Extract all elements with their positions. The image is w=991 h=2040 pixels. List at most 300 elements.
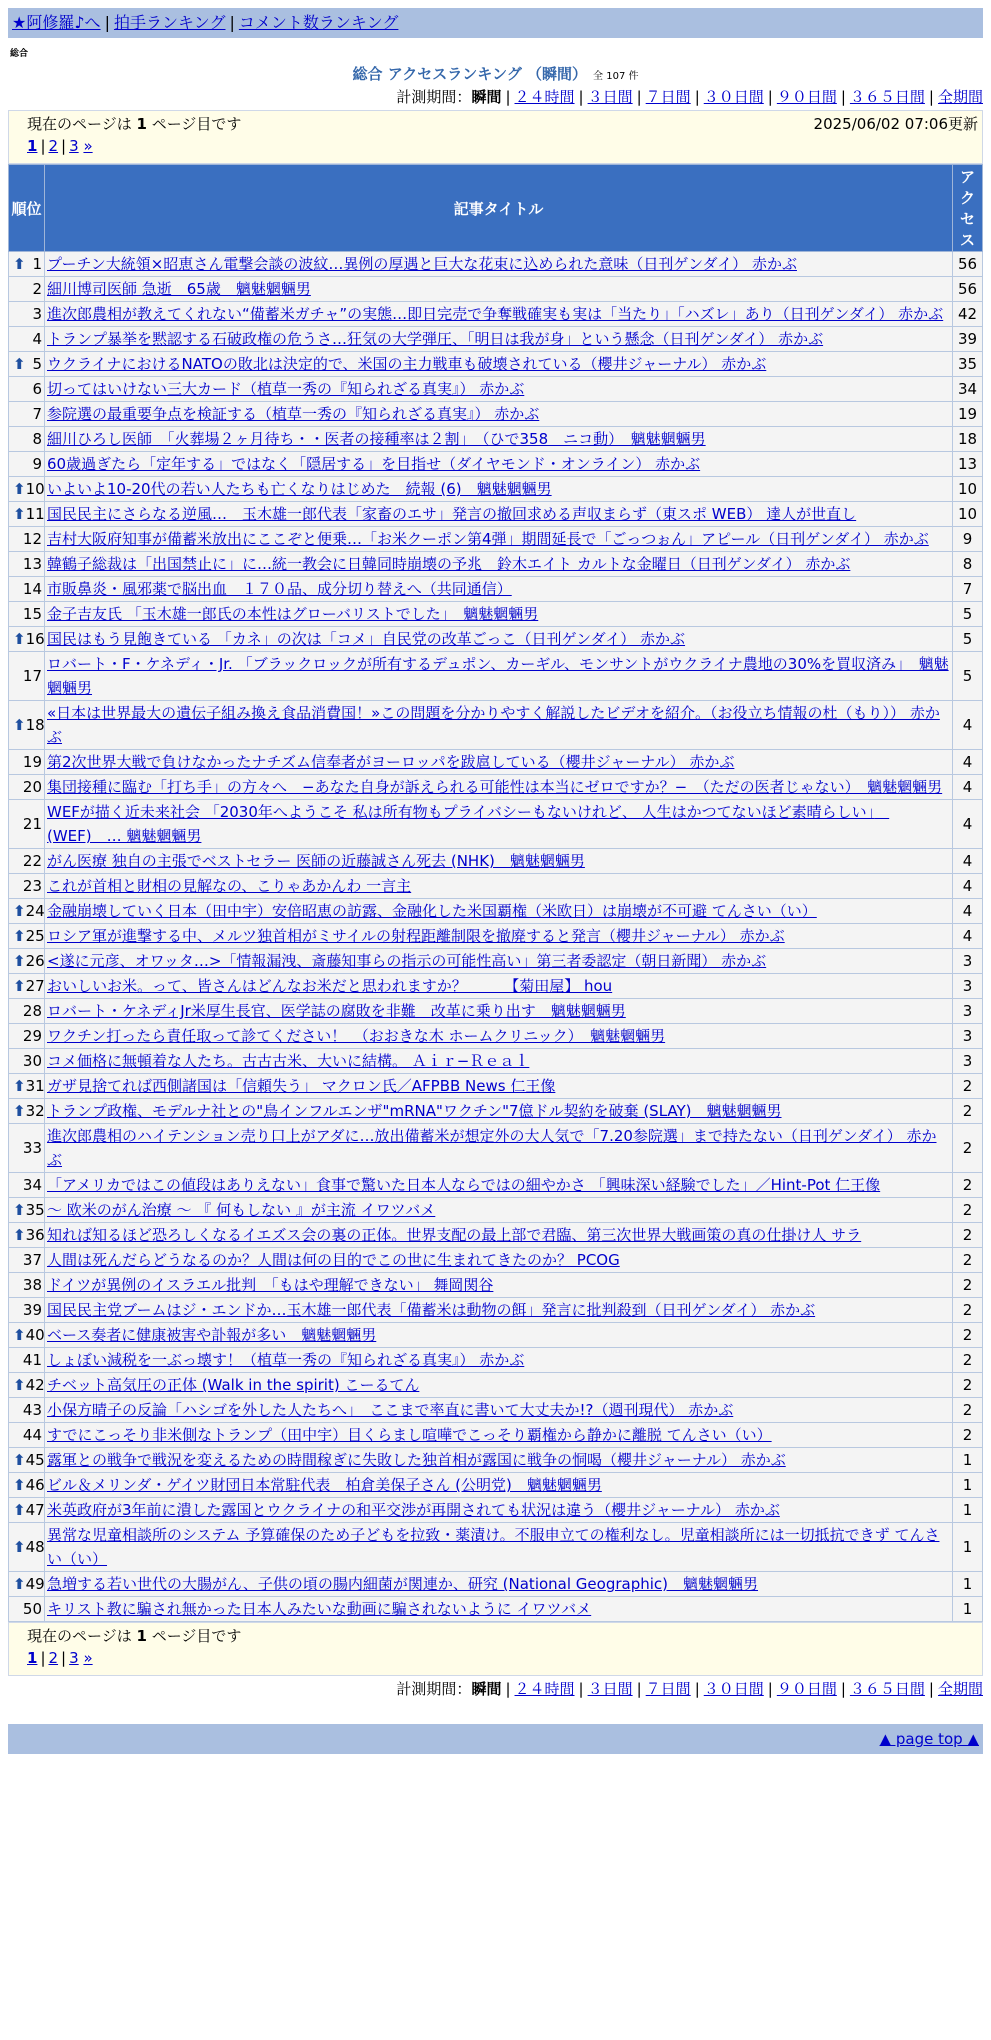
up-arrow-icon: ⬆ <box>13 1226 26 1244</box>
table-header-row <box>9 165 983 252</box>
pager-next[interactable]: » <box>83 137 93 155</box>
rank-number: 1 <box>32 255 42 273</box>
title-cell <box>45 1223 953 1248</box>
article-link[interactable]: 進次郎農相のハイテンション売り口上がアダに…放出備蓄米が想定外の大人気で「7.20参院選」まで持たない（日刊ゲンダイ） 赤かぶ <box>47 1127 937 1169</box>
rank-number: 18 <box>25 716 45 734</box>
rank-number: 30 <box>22 1052 42 1070</box>
access-count: 3 <box>953 974 983 999</box>
title-cell <box>45 1448 953 1473</box>
rank-number: 44 <box>22 1426 42 1444</box>
rank-number: 15 <box>22 605 42 623</box>
title-cell <box>45 999 953 1024</box>
up-arrow-icon: ⬆ <box>13 1201 26 1219</box>
article-link[interactable]: 市販鼻炎・風邪薬で脳出血 １７０品、成分切り替えへ（共同通信） <box>47 580 512 598</box>
up-arrow-icon: ⬆ <box>13 902 26 920</box>
rank-cell <box>9 1572 45 1597</box>
title-cell <box>45 974 953 999</box>
period-link[interactable]: ７日間 <box>645 88 691 106</box>
article-link[interactable]: 米英政府が3年前に潰した露国とウクライナの和平交渉が再開されても状況は違う（櫻井ジャーナル） 赤かぶ <box>47 1501 780 1519</box>
rank-number: 48 <box>25 1538 45 1556</box>
article-link[interactable]: 進次郎農相が教えてくれない“備蓄米ガチャ”の実態…即日完売で争奪戦確実も実は「当たり」「ハズレ」あり（日刊ゲンダイ） 赤かぶ <box>47 305 944 323</box>
access-count: 4 <box>953 750 983 775</box>
rank-cell <box>9 974 45 999</box>
period-current: 瞬間 <box>471 88 502 106</box>
pager-separator: | <box>40 137 46 155</box>
access-count: 1 <box>953 1498 983 1523</box>
access-count: 56 <box>953 277 983 302</box>
rank-cell <box>9 1273 45 1298</box>
up-arrow-icon: ⬆ <box>13 952 26 970</box>
table-row <box>9 1273 983 1298</box>
article-link[interactable]: しょぼい減税を一ぶっ壊す！（植草一秀の『知られざる真実』） 赤かぶ <box>47 1351 525 1369</box>
up-arrow-icon: ⬆ <box>13 255 26 273</box>
access-count: 2 <box>953 1248 983 1273</box>
pager-separator: | <box>40 1649 46 1667</box>
article-link[interactable]: 国民民主にさらなる逆風… 玉木雄一郎代表「家畜のエサ」発言の撤回求める声収まらず（東スポ WEB） 達人が世直し <box>47 505 857 523</box>
rank-number: 27 <box>25 977 45 995</box>
period-link[interactable]: ２４時間 <box>514 1680 575 1698</box>
page-status-text <box>27 1625 964 1647</box>
up-arrow-icon: ⬆ <box>13 1451 26 1469</box>
title-cell <box>45 277 953 302</box>
article-link[interactable]: ロバート・ケネディJr米厚生長官、医学誌の腐敗を非難 改革に乗り出す 魑魅魍魎男 <box>47 1002 626 1020</box>
article-link[interactable]: 参院選の最重要争点を検証する（植草一秀の『知られざる真実』） 赤かぶ <box>47 405 540 423</box>
top-nav-bar <box>8 8 983 38</box>
rank-cell <box>9 1248 45 1273</box>
rank-cell <box>9 1448 45 1473</box>
rank-number: 39 <box>22 1301 42 1319</box>
article-link[interactable]: 切ってはいけない三大カード（植草一秀の『知られざる真実』） 赤かぶ <box>47 380 525 398</box>
comment-ranking-link[interactable]: コメント数ランキング <box>238 13 399 32</box>
title-cell <box>45 502 953 527</box>
rank-cell <box>9 1049 45 1074</box>
access-count: 39 <box>953 327 983 352</box>
table-row <box>9 1597 983 1622</box>
page-text-pre: 現在のページは <box>27 115 132 133</box>
article-link[interactable]: ～ 欧米のがん治療 ～ 『 何もしない 』が主流 イワツバメ <box>47 1201 436 1219</box>
access-count: 2 <box>953 1323 983 1348</box>
access-count: 1 <box>953 1448 983 1473</box>
access-count: 2 <box>953 1423 983 1448</box>
article-link[interactable]: 金融崩壊していく日本（田中宇）安倍昭恵の訪露、金融化した米国覇権（米欧日）は崩壊が不可避 てんさい（い） <box>47 902 817 920</box>
pager-current[interactable]: 1 <box>27 1649 38 1667</box>
table-row <box>9 1572 983 1597</box>
access-count: 4 <box>953 874 983 899</box>
article-link[interactable]: ロバート・F・ケネディ・Jr. 「ブラックロックが所有するデュポン、カーギル、モンサントがウクライナ農地の30%を買収済み」 魑魅魍魎男 <box>47 655 949 697</box>
period-selector <box>8 86 983 108</box>
table-row <box>9 1124 983 1173</box>
rank-cell <box>9 477 45 502</box>
updated-timestamp: 2025/06/02 07:06更新 <box>813 115 978 133</box>
article-link[interactable]: WEFが描く近未来社会 「2030年へようこそ 私は所有物もプライバシーもないけれど、 人生はかつてないほど素晴らしい」 (WEF) … 魑魅魍魎男 <box>47 803 890 845</box>
article-link[interactable]: ガザ見捨てれば西側諸国は「信頼失う」 マクロン氏／AFPBB News 仁王像 <box>47 1077 556 1095</box>
page-top-link[interactable]: ▲ page top ▲ <box>879 1730 979 1748</box>
period-link[interactable]: ７日間 <box>645 1680 691 1698</box>
title-cell <box>45 1348 953 1373</box>
ranking-title: 総合 アクセスランキング （瞬間） <box>352 65 588 83</box>
rank-number: 49 <box>25 1575 45 1593</box>
rank-number: 12 <box>22 530 42 548</box>
table-row <box>9 1448 983 1473</box>
table-row <box>9 402 983 427</box>
table-row <box>9 1248 983 1273</box>
rank-number: 43 <box>22 1401 42 1419</box>
title-cell <box>45 1099 953 1124</box>
title-cell <box>45 1074 953 1099</box>
title-cell <box>45 1024 953 1049</box>
up-arrow-icon: ⬆ <box>13 630 26 648</box>
table-row <box>9 1223 983 1248</box>
header-title: 記事タイトル <box>45 165 953 252</box>
article-link[interactable]: ワクチン打ったら責任取って診てください！ （おおきな木 ホームクリニック） 魑魅魍魎男 <box>47 1027 666 1045</box>
access-count: 42 <box>953 302 983 327</box>
title-cell <box>45 352 953 377</box>
rank-cell <box>9 1523 45 1572</box>
table-row <box>9 1049 983 1074</box>
access-count: 7 <box>953 577 983 602</box>
up-arrow-icon: ⬆ <box>13 1575 26 1593</box>
rank-cell <box>9 800 45 849</box>
page-text-post: ページ目です <box>151 1627 242 1645</box>
rank-cell <box>9 552 45 577</box>
rank-cell <box>9 277 45 302</box>
pager-current[interactable]: 1 <box>27 137 38 155</box>
period-link[interactable]: ３０日間 <box>703 88 764 106</box>
article-link[interactable]: トランプ政権、モデルナ社との"鳥インフルエンザ"mRNA"ワクチン"7億ドル契約を破棄 (SLAY) 魑魅魍魎男 <box>47 1102 782 1120</box>
access-count: 2 <box>953 1074 983 1099</box>
title-cell <box>45 627 953 652</box>
up-arrow-icon: ⬆ <box>13 355 26 373</box>
article-link[interactable]: 細川博司医師 急逝 65歳 魑魅魍魎男 <box>47 280 311 298</box>
nav-separator: | <box>104 13 110 32</box>
rank-number: 38 <box>22 1276 42 1294</box>
rank-cell <box>9 252 45 277</box>
title-cell <box>45 1124 953 1173</box>
rank-number: 45 <box>25 1451 45 1469</box>
rank-number: 33 <box>22 1139 42 1157</box>
access-count: 5 <box>953 602 983 627</box>
article-link[interactable]: 60歳過ぎたら「定年する」ではなく「隠居する」を目指せ（ダイヤモンド・オンライン） 赤かぶ <box>47 455 701 473</box>
rank-cell <box>9 1597 45 1622</box>
period-link[interactable]: ９０日間 <box>776 1680 837 1698</box>
title-cell <box>45 1049 953 1074</box>
article-link[interactable]: 韓鶴子総裁は「出国禁止に」に…統一教会に日韓同時崩壊の予兆 鈴木エイト カルトな金曜日（日刊ゲンダイ） 赤かぶ <box>47 555 851 573</box>
access-count: 4 <box>953 800 983 849</box>
rank-cell <box>9 1498 45 1523</box>
table-row <box>9 974 983 999</box>
rank-cell <box>9 1173 45 1198</box>
period-link[interactable]: 全期間 <box>937 1680 983 1698</box>
article-link[interactable]: ビル＆メリンダ・ゲイツ財団日本常駐代表 柏倉美保子さん (公明党) 魑魅魍魎男 <box>47 1476 602 1494</box>
table-row <box>9 652 983 701</box>
article-link[interactable]: これが首相と財相の見解なの、こりゃあかんわ 一言主 <box>47 877 412 895</box>
article-link[interactable]: 人間は死んだらどうなるのか？人間は何の目的でこの世に生まれてきたのか？ PCOG <box>47 1251 620 1269</box>
article-link[interactable]: すでにこっそり非米側なトランプ（田中宇）目くらまし喧嘩でこっそり覇権から静かに離脱 てんさい（い） <box>47 1426 772 1444</box>
table-row <box>9 252 983 277</box>
table-row <box>9 1498 983 1523</box>
table-row <box>9 1198 983 1223</box>
rank-number: 10 <box>25 480 45 498</box>
up-arrow-icon: ⬆ <box>13 1501 26 1519</box>
rank-number: 26 <box>25 952 45 970</box>
table-row <box>9 552 983 577</box>
title-cell <box>45 1198 953 1223</box>
table-row <box>9 924 983 949</box>
title-cell <box>45 949 953 974</box>
table-row <box>9 1348 983 1373</box>
rank-cell <box>9 327 45 352</box>
up-arrow-icon: ⬆ <box>13 1476 26 1494</box>
table-row <box>9 1423 983 1448</box>
period-link[interactable]: 全期間 <box>937 88 983 106</box>
article-link[interactable]: 国民民主党ブームはジ・エンドか…玉木雄一郎代表「備蓄米は動物の餌」発言に批判殺到（日刊ゲンダイ） 赤かぶ <box>47 1301 816 1319</box>
rank-cell <box>9 874 45 899</box>
period-separator: | <box>767 1680 773 1698</box>
up-arrow-icon: ⬆ <box>13 1326 26 1344</box>
article-link[interactable]: コメ価格に無頓着な人たち。古古古米、大いに結構。 Ａｉｒ−Ｒｅａｌ <box>47 1052 530 1070</box>
period-separator: | <box>636 1680 642 1698</box>
access-count: 2 <box>953 1373 983 1398</box>
title-cell <box>45 1173 953 1198</box>
article-link[interactable]: <遂に元彦、オワッタ…>「情報漏洩、斎藤知事らの指示の可能性高い」第三者委認定（朝日新聞） 赤かぶ <box>47 952 767 970</box>
table-row <box>9 502 983 527</box>
article-link[interactable]: 集団接種に臨む「打ち手」の方々へ −あなた自身が訴えられる可能性は本当にゼロですか？− （ただの医者じゃない） 魑魅魍魎男 <box>47 778 943 796</box>
article-link[interactable]: 第2次世界大戦で負けなかったナチズム信奉者がヨーロッパを跋扈している（櫻井ジャーナル） 赤かぶ <box>47 753 735 771</box>
pager-separator: | <box>61 137 67 155</box>
access-count: 3 <box>953 949 983 974</box>
rank-cell <box>9 750 45 775</box>
access-count: 2 <box>953 1124 983 1173</box>
home-link[interactable]: ★阿修羅♪へ <box>12 13 101 32</box>
table-row <box>9 949 983 974</box>
rank-number: 17 <box>22 667 42 685</box>
title-cell <box>45 750 953 775</box>
pager-link[interactable]: 3 <box>69 137 79 155</box>
pager-link[interactable]: 2 <box>48 1649 59 1667</box>
up-arrow-icon: ⬆ <box>13 480 26 498</box>
table-row <box>9 1323 983 1348</box>
article-link[interactable]: 急増する若い世代の大腸がん、子供の頃の腸内細菌が関連か、研究 (National Geographic) 魑魅魍魎男 <box>47 1575 759 1593</box>
article-link[interactable]: ベース奏者に健康被害や訃報が多い 魑魅魍魎男 <box>47 1326 377 1344</box>
access-count: 1 <box>953 1523 983 1572</box>
rank-number: 47 <box>25 1501 45 1519</box>
access-count: 3 <box>953 1049 983 1074</box>
pager-link[interactable]: 2 <box>48 137 59 155</box>
rank-number: 40 <box>25 1326 45 1344</box>
article-link[interactable]: 露軍との戦争で戦況を変えるための時間稼ぎに失敗した独首相が露国に戦争の恫喝（櫻井ジャーナル） 赤かぶ <box>47 1451 786 1469</box>
rank-number: 20 <box>22 778 42 796</box>
table-row <box>9 377 983 402</box>
title-cell <box>45 377 953 402</box>
rank-number: 21 <box>22 815 42 833</box>
rank-cell <box>9 1074 45 1099</box>
article-link[interactable]: 金子吉友氏 「玉木雄一郎氏の本性はグローバリストでした」 魑魅魍魎男 <box>47 605 539 623</box>
title-cell <box>45 1273 953 1298</box>
title-cell <box>45 427 953 452</box>
title-cell <box>45 1298 953 1323</box>
rank-number: 25 <box>25 927 45 945</box>
rank-number: 34 <box>22 1176 42 1194</box>
title-cell <box>45 1423 953 1448</box>
rank-cell <box>9 949 45 974</box>
period-link[interactable]: ３６５日間 <box>849 88 925 106</box>
rank-number: 19 <box>22 753 42 771</box>
rank-number: 7 <box>32 405 42 423</box>
period-link[interactable]: ２４時間 <box>514 88 575 106</box>
table-row <box>9 899 983 924</box>
article-link[interactable]: 小保方晴子の反論「ハシゴを外した人たちへ」 ここまで率直に書いて大丈夫か!?（週刊現代） 赤かぶ <box>47 1401 734 1419</box>
article-link[interactable]: がん医療 独自の主張でベストセラー 医師の近藤誠さん死去 (NHK) 魑魅魍魎男 <box>47 852 585 870</box>
rank-number: 2 <box>32 280 42 298</box>
rank-number: 23 <box>22 877 42 895</box>
period-separator: | <box>636 88 642 106</box>
period-label: 計測期間： <box>396 88 472 106</box>
table-row <box>9 1173 983 1198</box>
pager-link[interactable]: 3 <box>69 1649 79 1667</box>
article-link[interactable]: «日本は世界最大の遺伝子組み換え食品消費国！»この問題を分かりやすく解説したビデオを紹介。（お役立ち情報の杜（もり）） 赤かぶ <box>47 704 940 746</box>
period-current: 瞬間 <box>471 1680 502 1698</box>
table-row <box>9 1373 983 1398</box>
rank-number: 32 <box>25 1102 45 1120</box>
rank-cell <box>9 427 45 452</box>
title-cell <box>45 452 953 477</box>
rank-number: 50 <box>22 1600 42 1618</box>
category-label: 総合 <box>10 49 29 59</box>
title-cell <box>45 527 953 552</box>
article-link[interactable]: 異常な児童相談所のシステム 予算確保のため子どもを拉致・薬漬け。不服申立ての権利なし。児童相談所には一切抵抗できず てんさい（い） <box>47 1526 940 1568</box>
article-link[interactable]: トランプ暴挙を黙認する石破政権の危うさ…狂気の大学弾圧、「明日は我が身」という懸念（日刊ゲンダイ） 赤かぶ <box>47 330 824 348</box>
access-count: 4 <box>953 701 983 750</box>
table-row <box>9 1074 983 1099</box>
article-link[interactable]: 吉村大阪府知事が備蓄米放出にここぞと便乗…「お米クーポン第4弾」期間延長で「ごっつぉん」アピール（日刊ゲンダイ） 赤かぶ <box>47 530 929 548</box>
article-link[interactable]: 知れば知るほど恐ろしくなるイエズス会の裏の正体。世界支配の最上部で君臨、第三次世界大戦画策の真の仕掛け人 サラ <box>47 1226 862 1244</box>
access-count: 10 <box>953 477 983 502</box>
article-link[interactable]: おいしいお米。って、皆さんはどんなお米だと思われますか？ 【菊田屋】 hou <box>47 977 613 995</box>
article-link[interactable]: ドイツが異例のイスラエル批判 「もはや理解できない」 舞岡関谷 <box>47 1276 494 1294</box>
table-row <box>9 849 983 874</box>
rank-number: 22 <box>22 852 42 870</box>
period-separator: | <box>694 1680 700 1698</box>
page-title <box>8 63 983 84</box>
table-row <box>9 477 983 502</box>
rank-cell <box>9 1223 45 1248</box>
rank-number: 13 <box>22 555 42 573</box>
access-count: 34 <box>953 377 983 402</box>
period-link[interactable]: ３０日間 <box>703 1680 764 1698</box>
article-link[interactable]: プーチン大統領×昭恵さん電撃会談の波紋…異例の厚遇と巨大な花束に込められた意味（日刊ゲンダイ） 赤かぶ <box>47 255 797 273</box>
article-link[interactable]: ウクライナにおけるNATOの敗北は決定的で、米国の主力戦車も破壊されている（櫻井ジャーナル） 赤かぶ <box>47 355 767 373</box>
rank-number: 36 <box>25 1226 45 1244</box>
access-count: 13 <box>953 452 983 477</box>
rank-cell <box>9 899 45 924</box>
access-count: 2 <box>953 1173 983 1198</box>
rank-cell <box>9 1323 45 1348</box>
title-cell <box>45 899 953 924</box>
up-arrow-icon: ⬆ <box>13 1077 26 1095</box>
table-row <box>9 302 983 327</box>
period-link[interactable]: ３日間 <box>587 1680 633 1698</box>
period-separator: | <box>928 88 934 106</box>
access-count: 5 <box>953 627 983 652</box>
page-number: 1 <box>136 115 147 133</box>
rank-cell <box>9 602 45 627</box>
access-count: 19 <box>953 402 983 427</box>
rank-cell <box>9 577 45 602</box>
title-cell <box>45 1523 953 1572</box>
rank-cell <box>9 701 45 750</box>
article-link[interactable]: 細川ひろし医師 「火葬場２ヶ月待ち・・医者の接種率は２割」 （ひで358 ニコ動） 魑魅魍魎男 <box>47 430 706 448</box>
rank-cell <box>9 402 45 427</box>
title-cell <box>45 1498 953 1523</box>
period-link[interactable]: ３６５日間 <box>849 1680 925 1698</box>
title-cell <box>45 327 953 352</box>
table-row <box>9 800 983 849</box>
title-cell <box>45 1572 953 1597</box>
rank-cell <box>9 377 45 402</box>
article-link[interactable]: 国民はもう見飽きている 「カネ」の次は「コメ」自民党の改革ごっこ（日刊ゲンダイ） 赤かぶ <box>47 630 686 648</box>
period-separator: | <box>505 1680 511 1698</box>
article-link[interactable]: いよいよ10-20代の若い人たちも亡くなりはじめた 続報 (6) 魑魅魍魎男 <box>47 480 552 498</box>
page-text-pre: 現在のページは <box>27 1627 132 1645</box>
article-link[interactable]: チベット高気圧の正体 (Walk in the spirit) こーるてん <box>47 1376 420 1394</box>
title-cell <box>45 1373 953 1398</box>
table-row <box>9 750 983 775</box>
access-count: 2 <box>953 1099 983 1124</box>
period-link[interactable]: ３日間 <box>587 88 633 106</box>
access-count: 5 <box>953 652 983 701</box>
access-count: 56 <box>953 252 983 277</box>
rank-cell <box>9 1373 45 1398</box>
rank-cell <box>9 1348 45 1373</box>
rank-number: 4 <box>32 330 42 348</box>
rank-number: 3 <box>32 305 42 323</box>
access-count: 2 <box>953 1198 983 1223</box>
rank-cell <box>9 775 45 800</box>
period-separator: | <box>578 88 584 106</box>
article-link[interactable]: 「アメリカではこの値段はありえない」食事で驚いた日本人ならではの細やかさ 「興味深い経験でした」／Hint-Pot 仁王像 <box>47 1176 881 1194</box>
page-text-post: ページ目です <box>151 115 242 133</box>
up-arrow-icon: ⬆ <box>13 1102 26 1120</box>
rank-cell <box>9 527 45 552</box>
rank-number: 37 <box>22 1251 42 1269</box>
up-arrow-icon: ⬆ <box>13 977 26 995</box>
access-count: 35 <box>953 352 983 377</box>
rank-number: 16 <box>25 630 45 648</box>
title-cell <box>45 1398 953 1423</box>
rank-number: 31 <box>25 1077 45 1095</box>
article-link[interactable]: キリスト教に騙され無かった日本人みたいな動画に騙されないように イワツバメ <box>47 1600 592 1618</box>
table-row <box>9 277 983 302</box>
period-link[interactable]: ９０日間 <box>776 88 837 106</box>
rank-cell <box>9 924 45 949</box>
up-arrow-icon: ⬆ <box>13 927 26 945</box>
up-arrow-icon: ⬆ <box>13 716 26 734</box>
access-count: 9 <box>953 527 983 552</box>
bottom-bar <box>8 1724 983 1754</box>
table-row <box>9 1523 983 1572</box>
pager-next[interactable]: » <box>83 1649 93 1667</box>
table-row <box>9 874 983 899</box>
title-cell <box>45 602 953 627</box>
rank-cell <box>9 627 45 652</box>
clap-ranking-link[interactable]: 拍手ランキング <box>113 13 226 32</box>
article-link[interactable]: ロシア軍が進撃する中、メルツ独首相がミサイルの射程距離制限を撤廃すると発言（櫻井ジャーナル） 赤かぶ <box>47 927 785 945</box>
rank-cell <box>9 1099 45 1124</box>
access-count: 2 <box>953 1398 983 1423</box>
header-access: アクセス <box>953 165 983 252</box>
access-count: 18 <box>953 427 983 452</box>
rank-cell <box>9 1298 45 1323</box>
